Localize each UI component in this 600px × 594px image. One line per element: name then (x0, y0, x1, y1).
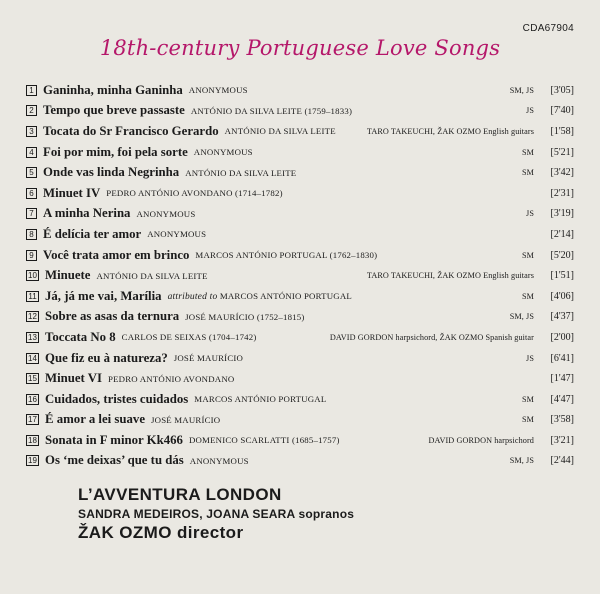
track-row (26, 265, 574, 286)
director-line: ŽAK OZMO director (78, 523, 244, 542)
attribution-note: attributed to (167, 291, 218, 302)
track-title: É amor a lei suave (45, 412, 146, 427)
composer-name: ANTÓNIO DA SILVA LEITE (96, 270, 208, 281)
track-row (26, 162, 574, 183)
track-composer (106, 188, 282, 198)
track-row (26, 307, 574, 328)
track-performers: JS (526, 353, 534, 363)
catalog-number: CDA67904 (522, 23, 574, 34)
composer-name: PEDRO ANTÓNIO AVONDANO (1714–1782) (106, 188, 283, 199)
track-performers: SM (521, 415, 534, 425)
track-number: 6 (26, 188, 37, 199)
composer-name: ANTÓNIO DA SILVA LEITE (185, 167, 297, 178)
track-duration: [4'47] (550, 393, 574, 405)
track-composer (168, 291, 352, 302)
track-composer (122, 332, 257, 342)
track-composer (108, 374, 234, 384)
track-performers: SM (521, 394, 534, 404)
track-performers: JS (526, 209, 534, 219)
track-performers: SM (521, 250, 534, 260)
track-title: Foi por mim, foi pela sorte (43, 144, 188, 159)
track-row (26, 224, 574, 245)
track-row (26, 204, 574, 225)
track-duration: [1'51] (550, 270, 574, 282)
track-duration: [3'05] (550, 84, 574, 96)
track-title: Cuidados, tristes cuidados (45, 391, 189, 406)
track-duration: [2'31] (550, 187, 574, 199)
track-row (26, 327, 574, 348)
composer-name: ANTÓNIO DA SILVA LEITE (1759–1833) (190, 105, 353, 116)
track-duration: [3'21] (550, 434, 574, 446)
track-row (26, 245, 574, 266)
track-title: Já, já me vai, Marília (45, 288, 162, 303)
track-number: 8 (26, 229, 37, 240)
composer-name: ANONYMOUS (136, 208, 196, 219)
track-duration: [1'58] (550, 125, 574, 137)
track-number: 11 (26, 291, 39, 302)
track-performers: JS (526, 106, 534, 116)
track-composer (185, 312, 304, 322)
track-composer (136, 209, 195, 219)
composer-name: ANONYMOUS (189, 455, 249, 466)
track-duration: [3'58] (550, 414, 574, 426)
track-title: Sonata in F minor Kk466 (45, 432, 183, 447)
composer-name: CARLOS DE SEIXAS (1704–1742) (121, 332, 257, 343)
track-performers: SM (521, 147, 534, 157)
composer-name: MARCOS ANTÓNIO PORTUGAL (194, 394, 327, 405)
track-duration: [4'06] (550, 290, 574, 302)
track-performers: SM (521, 291, 534, 301)
track-performers: SM, JS (509, 312, 534, 322)
album-title: 18th-century Portuguese Love Songs (99, 36, 501, 60)
track-row (26, 368, 574, 389)
track-composer (147, 229, 206, 239)
track-number: 1 (26, 85, 37, 96)
track-duration: [2'14] (550, 228, 574, 240)
composer-name: JOSÉ MAURÍCIO (151, 414, 221, 425)
track-performers: DAVID GORDON harpsichord (428, 435, 534, 445)
track-composer (151, 415, 220, 425)
track-performers: SM, JS (509, 85, 534, 95)
track-performers: SM (521, 168, 534, 178)
track-title: Minuete (45, 268, 91, 283)
track-number: 17 (26, 414, 39, 425)
track-title: Minuet VI (45, 371, 102, 386)
composer-name: JOSÉ MAURÍCIO (1752–1815) (185, 311, 305, 322)
track-number: 16 (26, 394, 39, 405)
composer-name: ANONYMOUS (147, 229, 207, 240)
track-duration: [3'19] (550, 208, 574, 220)
track-duration: [6'41] (550, 352, 574, 364)
track-row (26, 430, 574, 451)
track-title: Toccata No 8 (45, 329, 116, 344)
composer-name: ANONYMOUS (193, 147, 253, 158)
track-performers: TARO TAKEUCHI, ŽAK OZMO English guitars (366, 126, 534, 136)
composer-name: JOSÉ MAURÍCIO (173, 353, 244, 364)
track-title: Ganinha, minha Ganinha (43, 82, 183, 97)
track-composer (194, 147, 253, 157)
track-duration: [4'37] (550, 311, 574, 323)
track-composer (191, 106, 352, 116)
track-number: 4 (26, 147, 37, 158)
track-composer (97, 271, 208, 281)
track-composer (194, 394, 326, 404)
track-title: Tocata do Sr Francisco Gerardo (43, 123, 219, 138)
track-duration: [3'42] (550, 167, 574, 179)
track-title: Onde vas linda Negrinha (43, 165, 180, 180)
track-number: 7 (26, 208, 37, 219)
composer-name: MARCOS ANTÓNIO PORTUGAL (219, 290, 352, 301)
track-list (26, 80, 574, 471)
composer-name: ANONYMOUS (188, 85, 248, 96)
singers-line: SANDRA MEDEIROS, JOANA SEARA sopranos (78, 507, 355, 521)
track-title: Você trata amor em brinco (43, 247, 190, 262)
composer-name: PEDRO ANTÓNIO AVONDANO (108, 373, 235, 384)
track-composer (174, 353, 243, 363)
track-performers: DAVID GORDON harpsichord, ŽAK OZMO Spanish guitar (329, 332, 534, 342)
track-composer (225, 126, 336, 136)
track-row (26, 451, 574, 472)
track-number: 2 (26, 105, 37, 116)
track-number: 5 (26, 167, 37, 178)
composer-name: ANTÓNIO DA SILVA LEITE (224, 126, 336, 137)
track-composer (185, 168, 296, 178)
track-performers: TARO TAKEUCHI, ŽAK OZMO English guitars (366, 271, 534, 281)
track-number: 14 (26, 353, 39, 364)
composer-name: DOMENICO SCARLATTI (1685–1757) (188, 435, 340, 446)
track-row (26, 410, 574, 431)
track-duration: [2'00] (550, 331, 574, 343)
track-number: 12 (26, 311, 39, 322)
track-title: Os ‘me deixas’ que tu dás (45, 453, 184, 468)
ensemble-name: L’AVVENTURA LONDON (78, 485, 282, 504)
track-title: Sobre as asas da ternura (45, 309, 180, 324)
track-row (26, 80, 574, 101)
track-number: 13 (26, 332, 39, 343)
track-number: 3 (26, 126, 37, 137)
track-row (26, 183, 574, 204)
track-title: A minha Nerina (43, 206, 131, 221)
track-row (26, 121, 574, 142)
track-composer (189, 435, 340, 445)
credits (78, 486, 354, 541)
track-title: Tempo que breve passaste (43, 103, 185, 118)
track-number: 10 (26, 270, 39, 281)
track-number: 19 (26, 455, 39, 466)
track-row (26, 389, 574, 410)
track-performers: SM, JS (509, 456, 534, 466)
track-title: Que fiz eu à natureza? (45, 350, 168, 365)
track-number: 15 (26, 373, 39, 384)
track-duration: [1'47] (550, 373, 574, 385)
track-number: 18 (26, 435, 39, 446)
track-number: 9 (26, 250, 37, 261)
track-composer (195, 250, 377, 260)
track-composer (189, 85, 248, 95)
track-duration: [2'44] (550, 455, 574, 467)
track-composer (190, 456, 249, 466)
track-row (26, 286, 574, 307)
track-row (26, 101, 574, 122)
track-row (26, 348, 574, 369)
track-title: Minuet IV (43, 185, 101, 200)
track-row (26, 142, 574, 163)
track-duration: [5'20] (550, 249, 574, 261)
track-duration: [7'40] (550, 105, 574, 117)
track-title: É delícia ter amor (43, 226, 142, 241)
track-duration: [5'21] (550, 146, 574, 158)
composer-name: MARCOS ANTÓNIO PORTUGAL (1762–1830) (195, 250, 378, 261)
